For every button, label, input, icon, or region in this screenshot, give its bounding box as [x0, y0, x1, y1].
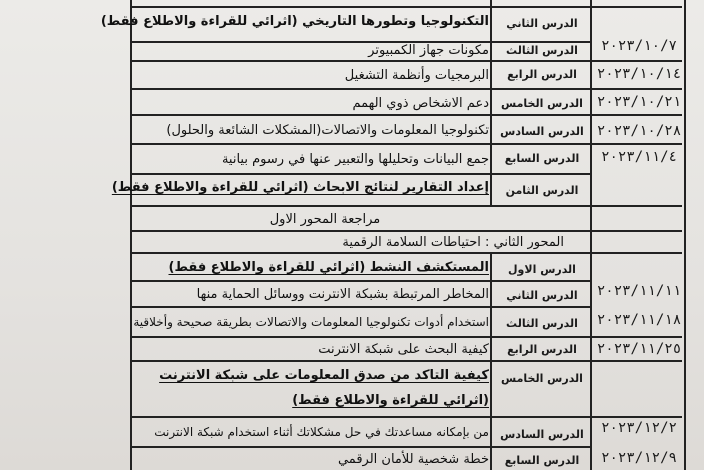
lesson-topic: المستكشف النشط (اثرائي للقراءة والاطلاع فقط) — [168, 260, 489, 275]
lesson-label: الدرس الثاني — [506, 289, 578, 302]
row-divider — [130, 280, 590, 282]
lesson-date: ٢٠٢٣/١١/١٨ — [596, 312, 682, 328]
lesson-date: ٢٠٢٣/١١/١١ — [596, 283, 682, 299]
lesson-topic: كيفية البحث على شبكة الانترنت — [318, 342, 489, 357]
row-divider — [130, 360, 682, 362]
row-divider — [130, 336, 682, 338]
lesson-label: الدرس السادس — [500, 428, 584, 441]
lesson-label: الدرس الثاني — [506, 17, 578, 30]
lesson-label: الدرس الثالث — [506, 44, 578, 57]
lesson-topic: خطة شخصية للأمان الرقمي — [337, 452, 489, 467]
lesson-topic: استخدام أدوات تكنولوجيا المعلومات والاتصالات بطريقة صحيحة وأخلاقية — [133, 315, 489, 329]
lesson-date: ٢٠٢٣/١١/٢٥ — [596, 341, 682, 357]
row-divider — [130, 230, 682, 232]
lesson-topic: المخاطر المرتبطة بشبكة الانترنت ووسائل الحماية منها — [196, 287, 489, 302]
lesson-label: الدرس الثالث — [506, 317, 578, 330]
lesson-topic: التكنولوجيا وتطورها التاريخي (اثرائي للقراءة والاطلاع فقط) — [100, 14, 489, 29]
row-divider — [130, 205, 682, 207]
lesson-topic: دعم الاشخاص ذوي الهمم — [352, 96, 489, 111]
lesson-label: الدرس الثامن — [505, 184, 579, 197]
row-divider — [130, 446, 590, 448]
unit2-title: المحور الثاني : احتياطات السلامة الرقمية — [342, 235, 564, 250]
lesson-topic: كيفية التاكد من صدق المعلومات على شبكة الانترنت — [159, 368, 489, 383]
lesson-topic: جمع البيانات وتحليلها والتعبير عنها في رسوم بيانية — [221, 152, 489, 167]
row-divider — [130, 143, 682, 145]
row-divider — [130, 6, 682, 8]
lesson-label: الدرس السادس — [500, 125, 584, 138]
row-divider — [130, 60, 682, 62]
lesson-topic: مكونات جهاز الكمبيوتر — [368, 43, 489, 58]
lesson-date: ٢٠٢٣/١٢/٩ — [601, 450, 677, 466]
row-divider — [130, 173, 590, 175]
lesson-date: ٢٠٢٣/١٠/٧ — [601, 38, 677, 54]
lesson-topic: من بإمكانه مساعدتك في حل مشكلاتك أثناء استخدام شبكة الانترنت — [154, 425, 489, 439]
lesson-topic: إعداد التقارير لنتائج الابحاث (اثرائي للقراءة والاطلاع فقط) — [111, 180, 489, 195]
lesson-topic: تكنولوجيا المعلومات والاتصالات(المشكلات الشائعة والحلول) — [166, 123, 489, 138]
lesson-date: ٢٠٢٣/١٠/١٤ — [596, 66, 682, 82]
lesson-date: ٢٠٢٣/١٠/٢٨ — [596, 123, 682, 139]
lesson-label: الدرس السابع — [504, 152, 580, 165]
row-divider — [130, 252, 682, 254]
row-divider — [130, 88, 682, 90]
lesson-label: الدرس الاول — [508, 263, 576, 276]
lesson-label: الدرس السابع — [504, 454, 580, 467]
lesson-date: ٢٠٢٣/١٢/٢ — [601, 420, 677, 436]
row-divider — [130, 114, 682, 116]
lesson-topic-note: (اثرائي للقراءة والاطلاع فقط) — [292, 393, 489, 408]
lesson-label: الدرس الرابع — [507, 68, 577, 81]
lesson-topic: البرمجيات وأنظمة التشغيل — [344, 68, 489, 83]
lesson-date: ٢٠٢٣/١٠/٢١ — [596, 94, 682, 110]
lesson-label: الدرس الرابع — [507, 343, 577, 356]
row-divider — [130, 41, 590, 43]
lesson-date: ٢٠٢٣/١١/٤ — [601, 149, 677, 165]
unit1-review: مراجعة المحور الاول — [269, 212, 381, 227]
row-divider — [130, 306, 590, 308]
row-divider — [130, 416, 682, 418]
lesson-label: الدرس الخامس — [501, 372, 583, 385]
lesson-label: الدرس الخامس — [501, 97, 583, 110]
